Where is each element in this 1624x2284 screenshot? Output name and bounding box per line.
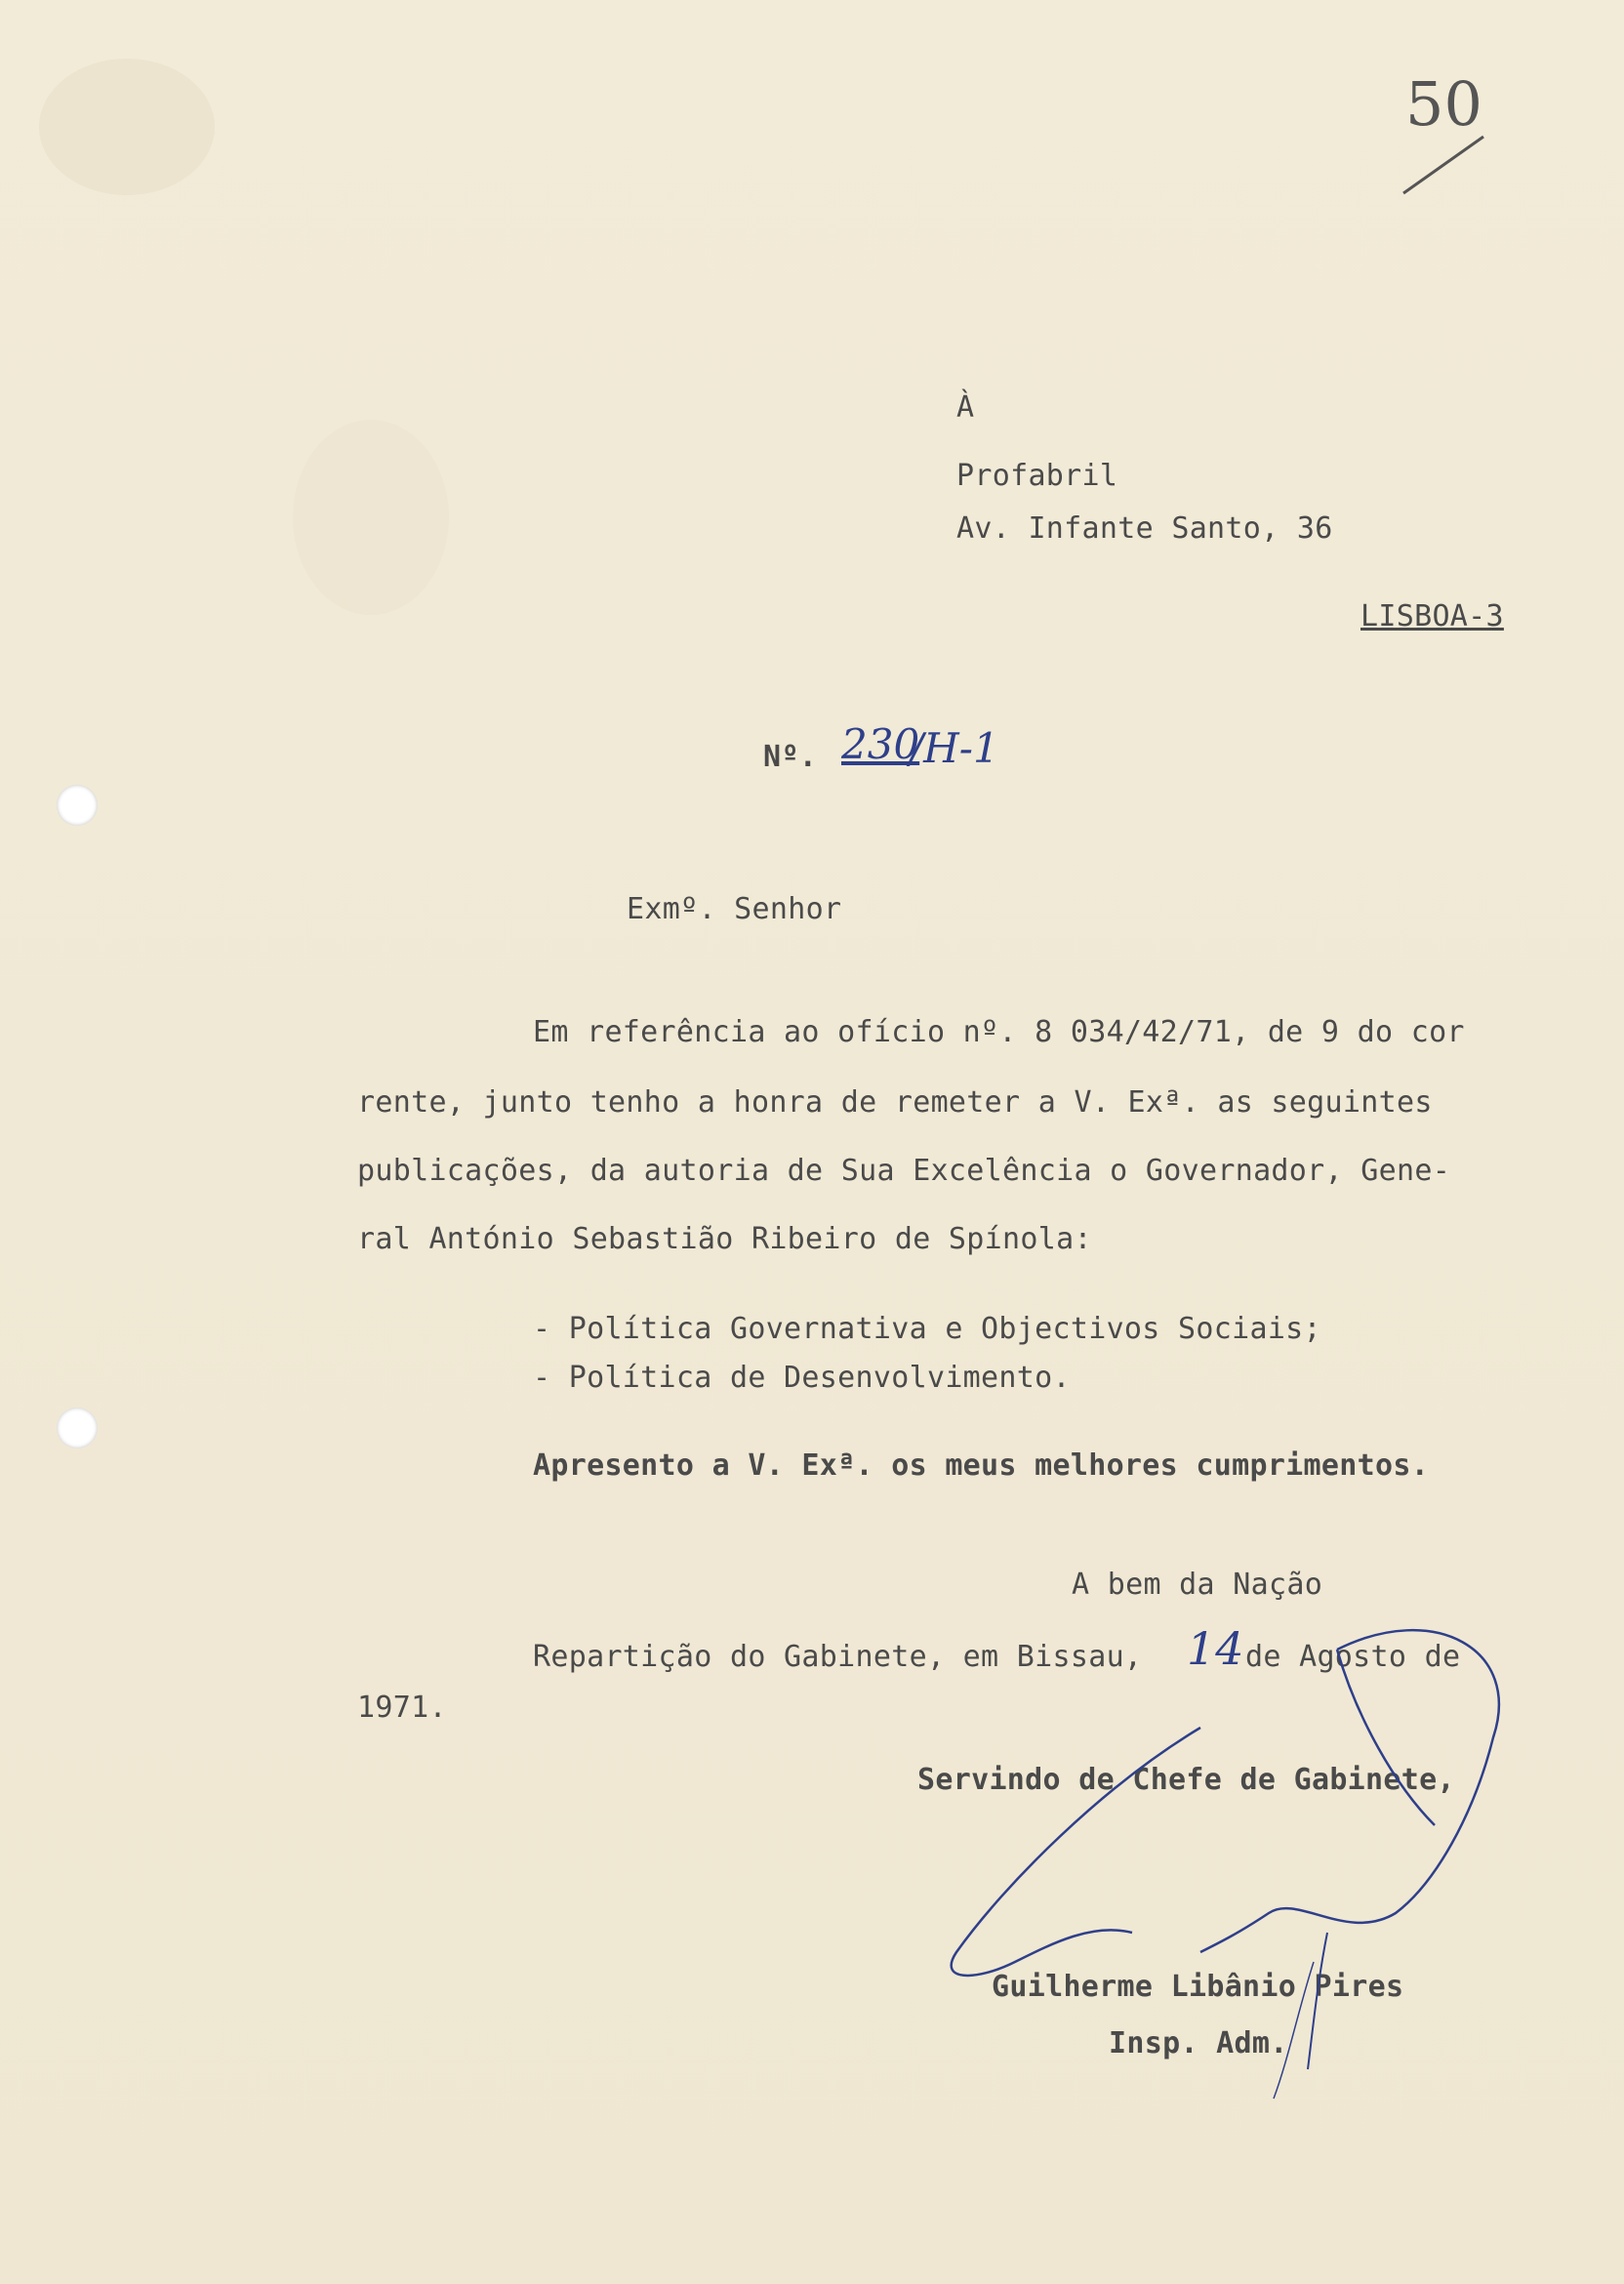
recipient-name: Profabril: [956, 459, 1118, 493]
signature-name: Guilherme Libânio Pires: [992, 1970, 1404, 2004]
page-number: 50: [1405, 68, 1482, 140]
list-item: - Política Governativa e Objectivos Sociais;: [533, 1312, 1321, 1346]
reference-suffix: /H-1: [910, 724, 999, 772]
recipient-prefix: À: [956, 390, 975, 425]
punch-hole-bottom: [57, 1407, 98, 1448]
list-item: - Política de Desenvolvimento.: [533, 1361, 1071, 1395]
motto: A bem da Nação: [1072, 1568, 1323, 1602]
date-day: 14: [1187, 1622, 1244, 1675]
date-line-prefix: Repartição do Gabinete, em Bissau,: [533, 1640, 1143, 1674]
punch-hole-top: [57, 785, 98, 826]
body-line-2: rente, junto tenho a honra de remeter a V. Exª. as seguintes: [357, 1085, 1433, 1120]
reference-label: Nº.: [763, 740, 818, 774]
closing-line: Apresento a V. Exª. os meus melhores cumprimentos.: [533, 1448, 1430, 1483]
recipient-city: LISBOA-3: [1360, 599, 1504, 633]
signature-title: Insp. Adm.: [1109, 2026, 1288, 2060]
body-line-4: ral António Sebastião Ribeiro de Spínola:: [357, 1222, 1092, 1256]
recipient-address: Av. Infante Santo, 36: [956, 511, 1333, 546]
salutation: Exmº. Senhor: [627, 892, 842, 926]
date-year: 1971.: [357, 1691, 447, 1725]
date-line-suffix: de Agosto de: [1245, 1640, 1461, 1674]
signature-role: Servindo de Chefe de Gabinete,: [917, 1763, 1455, 1797]
reference-number: 230: [841, 720, 920, 768]
body-line-1: Em referência ao ofício nº. 8 034/42/71, de 9 do cor: [533, 1015, 1465, 1049]
body-line-3: publicações, da autoria de Sua Excelência o Governador, Gene-: [357, 1154, 1451, 1188]
